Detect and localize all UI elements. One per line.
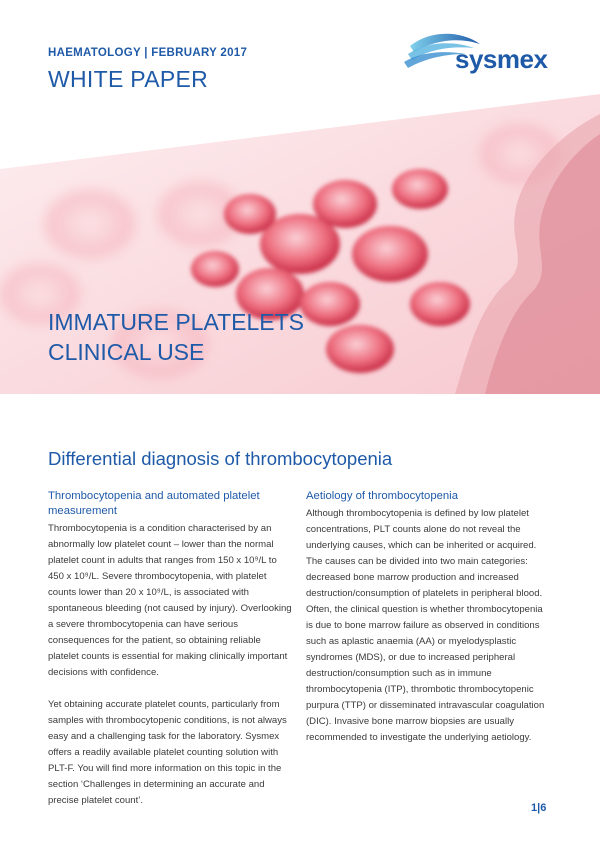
section-title: Differential diagnosis of thrombocytopenia	[48, 448, 393, 469]
left-paragraph-2: Yet obtaining accurate platelet counts, particularly from samples with thrombocytopenic conditions, is not always easy and a challenging task for the laboratory. Sysmex offers a readily available platelet counting solution with PLT-F. You will find more information on this topic in the section ‘Challenges in determining an accurate and precise platelet count’.	[48, 699, 287, 806]
right-column	[306, 489, 550, 746]
left-column-heading: Thrombocytopenia and automated platelet measurement	[48, 490, 260, 517]
page-number: 1|6	[531, 802, 547, 814]
hero-title	[48, 307, 304, 367]
left-paragraph-1: Thrombocytopenia is a condition characterised by an abnormally low platelet count – lower than the normal platelet count in adults that ranges from 150 x 10⁹/L to 450 x 10⁹/L. Severe thrombocytopenia, with platelet counts lower than 20 x 10⁹/L, is associated with spontaneous bleeding (not caused by injury). Overlooking a severe thrombocytopenia can have serious consequences for the patient, so obtaining reliable platelet counts is essential for making clinically important decisions with confidence.	[48, 523, 292, 678]
category-date-label: HAEMATOLOGY | FEBRUARY 2017	[48, 47, 248, 59]
document-type: WHITE PAPER	[48, 66, 209, 92]
brand-wordmark: sysmex	[455, 44, 548, 74]
left-column	[48, 489, 292, 809]
hero-title-line1: IMMATURE PLATELETS	[48, 309, 305, 335]
right-column-heading: Aetiology of thrombocytopenia	[306, 490, 458, 502]
right-paragraph-1: Although thrombocytopenia is defined by low platelet concentrations, PLT counts alone do not reveal the underlying causes, which can be inherited or acquired. The causes can be divided into two main categories: decreased bone marrow production and increased destruction/consumption of platelets in peripheral blood. Often, the clinical question is whether thrombocytopenia is due to bone marrow failure as observed in conditions such as aplastic anaemia (AA) or myelodysplastic syndromes (MDS), or due to increased peripheral destruction/consumption such as in immune thrombocytopenia (ITP), thrombotic thrombocytopenic purpura (TTP) or disseminated intravascular coagulation (DIC). Invasive bone marrow biopsies are usually recommended to investigate the underlying aetiology.	[306, 508, 545, 743]
hero-title-line2: CLINICAL USE	[48, 339, 205, 365]
